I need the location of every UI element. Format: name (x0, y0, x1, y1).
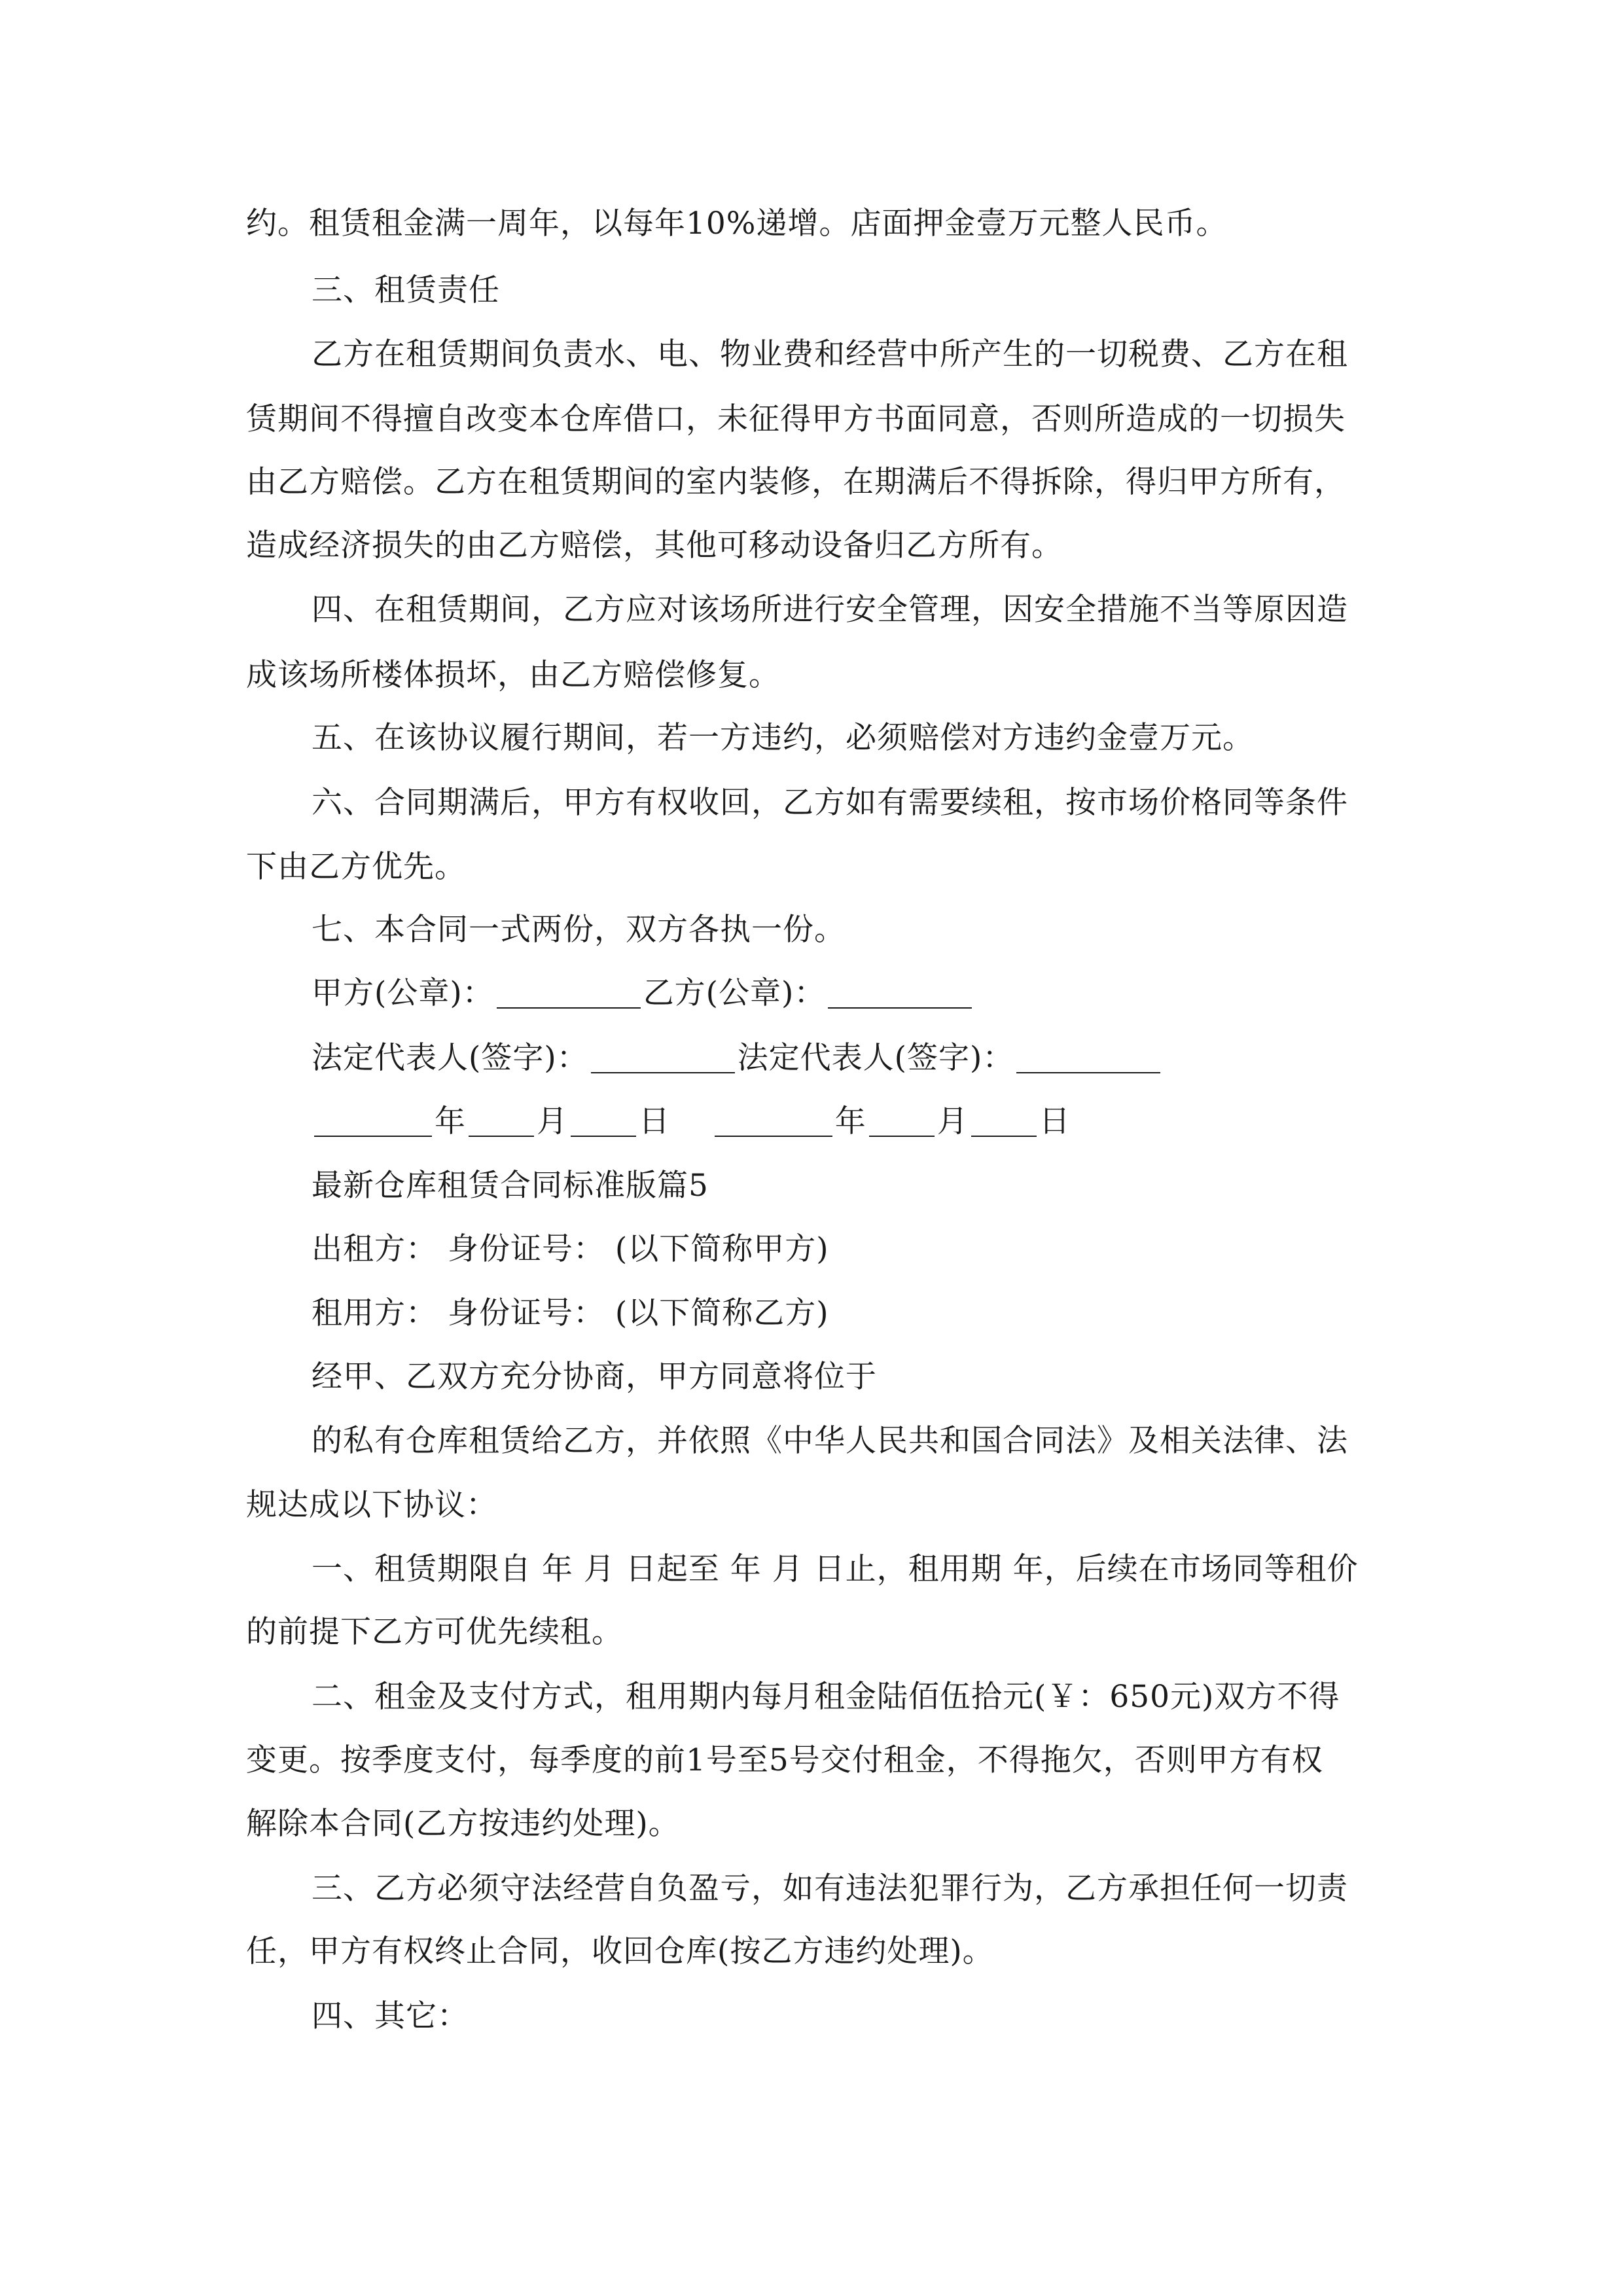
year-label: 年 (435, 1103, 466, 1139)
text-line: 赁期间不得擅自改变本仓库借口，未征得甲方书面同意，否则所造成的一切损失 (246, 401, 1346, 437)
seal-line (312, 975, 974, 1011)
month-label: 月 (537, 1103, 568, 1139)
month-label-2: 月 (936, 1103, 969, 1139)
rep-a-label: 法定代表人(签字)： (312, 1040, 588, 1076)
text-line: 五、在该协议履行期间，若一方违约，必须赔偿对方违约金壹万元。 (312, 720, 1254, 756)
day-label: 日 (639, 1103, 670, 1139)
text-line: 三、乙方必须守法经营自负盈亏，如有违法犯罪行为，乙方承担任何一切责 (312, 1871, 1348, 1907)
text-line: 规达成以下协议： (246, 1487, 497, 1523)
text-line: 造成经济损失的由乙方赔偿，其他可移动设备归乙方所有。 (246, 528, 1063, 564)
text-line: 乙方在租赁期间负责水、电、物业费和经营中所产生的一切税费、乙方在租 (312, 336, 1348, 372)
text-line: 经甲、乙双方充分协商，甲方同意将位于 (312, 1359, 877, 1395)
rep-b-label: 法定代表人(签字)： (737, 1040, 1014, 1076)
day-label-2: 日 (1039, 1103, 1071, 1139)
text-line: 一、租赁期限自 年 月 日起至 年 月 日止，租用期 年，后续在市场同等租价 (312, 1551, 1359, 1587)
text-line: 下由乙方优先。 (246, 849, 466, 885)
date-line (312, 1103, 1071, 1139)
text-line: 二、租金及支付方式，租用期内每月租金陆佰伍拾元(￥：650元)双方不得 (312, 1679, 1340, 1715)
year-blank-2 (715, 1107, 832, 1137)
party-b-seal-blank (828, 978, 972, 1009)
text-line: 由乙方赔偿。乙方在租赁期间的室内装修，在期满后不得拆除，得归甲方所有， (246, 464, 1346, 500)
contract-title: 最新仓库租赁合同标准版篇5 (312, 1168, 709, 1204)
text-line: 解除本合同(乙方按违约处理)。 (246, 1806, 680, 1842)
text-line: 六、合同期满后，甲方有权收回，乙方如有需要续租，按市场价格同等条件 (312, 785, 1348, 821)
lessor-line: 出租方： 身份证号： (以下简称甲方) (312, 1231, 829, 1267)
text-line: 的前提下乙方可优先续租。 (246, 1614, 623, 1650)
month-blank (469, 1107, 534, 1137)
day-blank (571, 1107, 636, 1137)
text-line: 变更。按季度支付，每季度的前1号至5号交付租金，不得拖欠，否则甲方有权 (246, 1742, 1323, 1778)
rep-b-blank (1016, 1043, 1160, 1073)
text-line: 任，甲方有权终止合同，收回仓库(按乙方违约处理)。 (246, 1933, 994, 1969)
rep-a-blank (591, 1043, 735, 1073)
party-a-seal-label: 甲方(公章)： (312, 975, 494, 1011)
text-line: 七、本合同一式两份，双方各执一份。 (312, 912, 846, 948)
day-blank-2 (971, 1107, 1037, 1137)
section-heading: 三、租赁责任 (312, 272, 500, 308)
party-b-seal-label: 乙方(公章)： (643, 975, 826, 1011)
text-line: 四、在租赁期间，乙方应对该场所进行安全管理，因安全措施不当等原因造 (312, 592, 1348, 628)
lessee-line: 租用方： 身份证号： (以下简称乙方) (312, 1295, 829, 1331)
section-heading: 四、其它： (312, 1998, 469, 2034)
month-blank-2 (869, 1107, 935, 1137)
year-label-2: 年 (834, 1103, 866, 1139)
text-line: 成该场所楼体损坏，由乙方赔偿修复。 (246, 657, 780, 693)
text-line: 约。租赁租金满一周年，以每年10%递增。店面押金壹万元整人民币。 (246, 206, 1228, 242)
text-line: 的私有仓库租赁给乙方，并依照《中华人民共和国合同法》及相关法律、法 (312, 1423, 1348, 1459)
year-blank (314, 1107, 432, 1137)
party-a-seal-blank (497, 978, 641, 1009)
representative-line (312, 1040, 1163, 1076)
